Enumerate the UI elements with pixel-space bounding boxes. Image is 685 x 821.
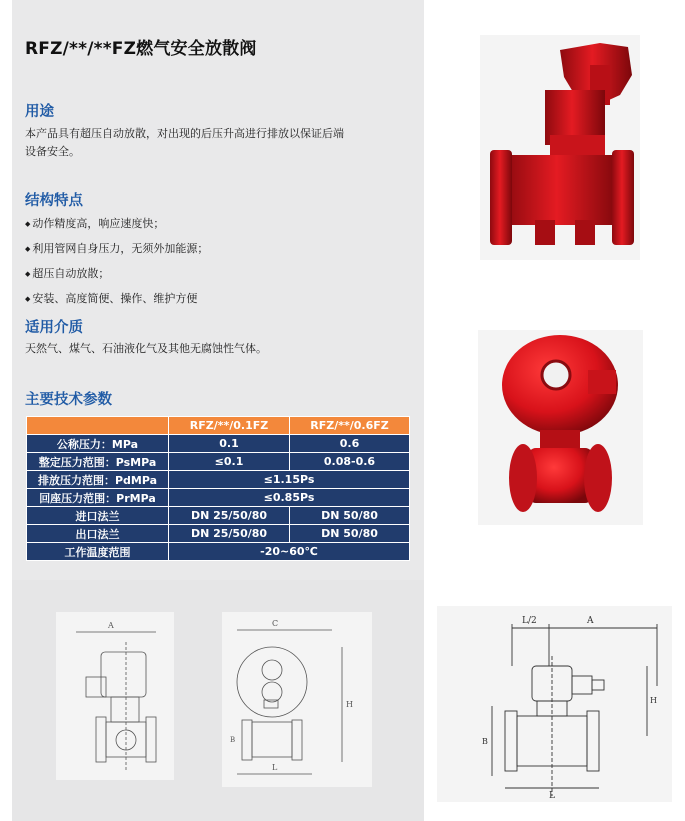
dim-L2-label: L/2 [522, 616, 537, 626]
dim-B-label: B [230, 736, 236, 744]
table-row [27, 453, 410, 471]
dim-A-label: A [108, 621, 114, 630]
feature-item: ◆ 安装、高度简便、操作、维护方便 [25, 287, 208, 312]
usage-text [25, 125, 415, 161]
table-row [27, 471, 410, 489]
params-heading: 主要技术参数 [25, 392, 112, 408]
row-value: ≤0.1 [169, 453, 290, 471]
row-label: 进口法兰 [27, 507, 169, 525]
valve-front-image [478, 330, 643, 525]
feature-item: ◆ 利用管网自身压力，无须外加能源； [25, 237, 208, 262]
row-label: 回座压力范围：PrMPa [27, 489, 169, 507]
drawing-front-svg [222, 612, 372, 787]
row-value: ≤0.85Ps [169, 489, 410, 507]
dim-H2-label: H [650, 696, 657, 705]
drawing-front-view [222, 612, 372, 787]
feature-item: ◆ 动作精度高，响应速度快； [25, 212, 208, 237]
table-header-col1: RFZ/**/0.1FZ [169, 417, 290, 435]
table-row [27, 543, 410, 561]
row-value: 0.6 [290, 435, 410, 453]
usage-heading: 用途 [25, 104, 54, 120]
drawing-side-svg [56, 612, 174, 780]
row-label: 整定压力范围：PsMPa [27, 453, 169, 471]
usage-text-line1: 本产品具有超压自动放散，对出现的后压升高进行排放以保证后端 [25, 127, 344, 140]
row-value: 0.08-0.6 [290, 453, 410, 471]
dim-C-label: C [272, 619, 279, 628]
dim-H-label: H [346, 700, 353, 709]
table-row [27, 525, 410, 543]
row-label: 工作温度范围 [27, 543, 169, 561]
row-value: DN 25/50/80 [169, 507, 290, 525]
dim-L2-bottom-label: L [549, 791, 555, 801]
table-row [27, 507, 410, 525]
row-label: 出口法兰 [27, 525, 169, 543]
row-value: DN 25/50/80 [169, 525, 290, 543]
dim-B2-label: B [482, 737, 488, 746]
feature-item: ◆ 超压自动放散； [25, 262, 208, 287]
table-header-blank [27, 417, 169, 435]
table-header-row [27, 417, 410, 435]
row-value: -20~60℃ [169, 543, 410, 561]
features-list [25, 212, 208, 312]
table-row [27, 489, 410, 507]
drawing-side-view [56, 612, 174, 780]
row-label: 公称压力：MPa [27, 435, 169, 453]
medium-heading: 适用介质 [25, 320, 83, 336]
valve-side-image [480, 35, 640, 260]
medium-text: 天然气、煤气、石油液化气及其他无腐蚀性气体。 [25, 342, 267, 355]
usage-text-line2: 设备安全。 [25, 145, 80, 158]
valve-photo-front [478, 330, 643, 525]
drawing-dimension-svg [437, 606, 672, 802]
dim-L-label: L [272, 763, 278, 772]
row-label: 排放压力范围：PdMPa [27, 471, 169, 489]
row-value: 0.1 [169, 435, 290, 453]
table-row [27, 435, 410, 453]
drawing-dimension-view [437, 606, 672, 802]
row-value: DN 50/80 [290, 525, 410, 543]
valve-photo-side [480, 35, 640, 260]
features-heading: 结构特点 [25, 193, 83, 209]
row-value: DN 50/80 [290, 507, 410, 525]
page-title: RFZ/**/**FZ燃气安全放散阀 [25, 39, 257, 59]
spec-table [26, 416, 410, 561]
row-value: ≤1.15Ps [169, 471, 410, 489]
table-header-col2: RFZ/**/0.6FZ [290, 417, 410, 435]
dim-A2-label: A [587, 616, 594, 626]
